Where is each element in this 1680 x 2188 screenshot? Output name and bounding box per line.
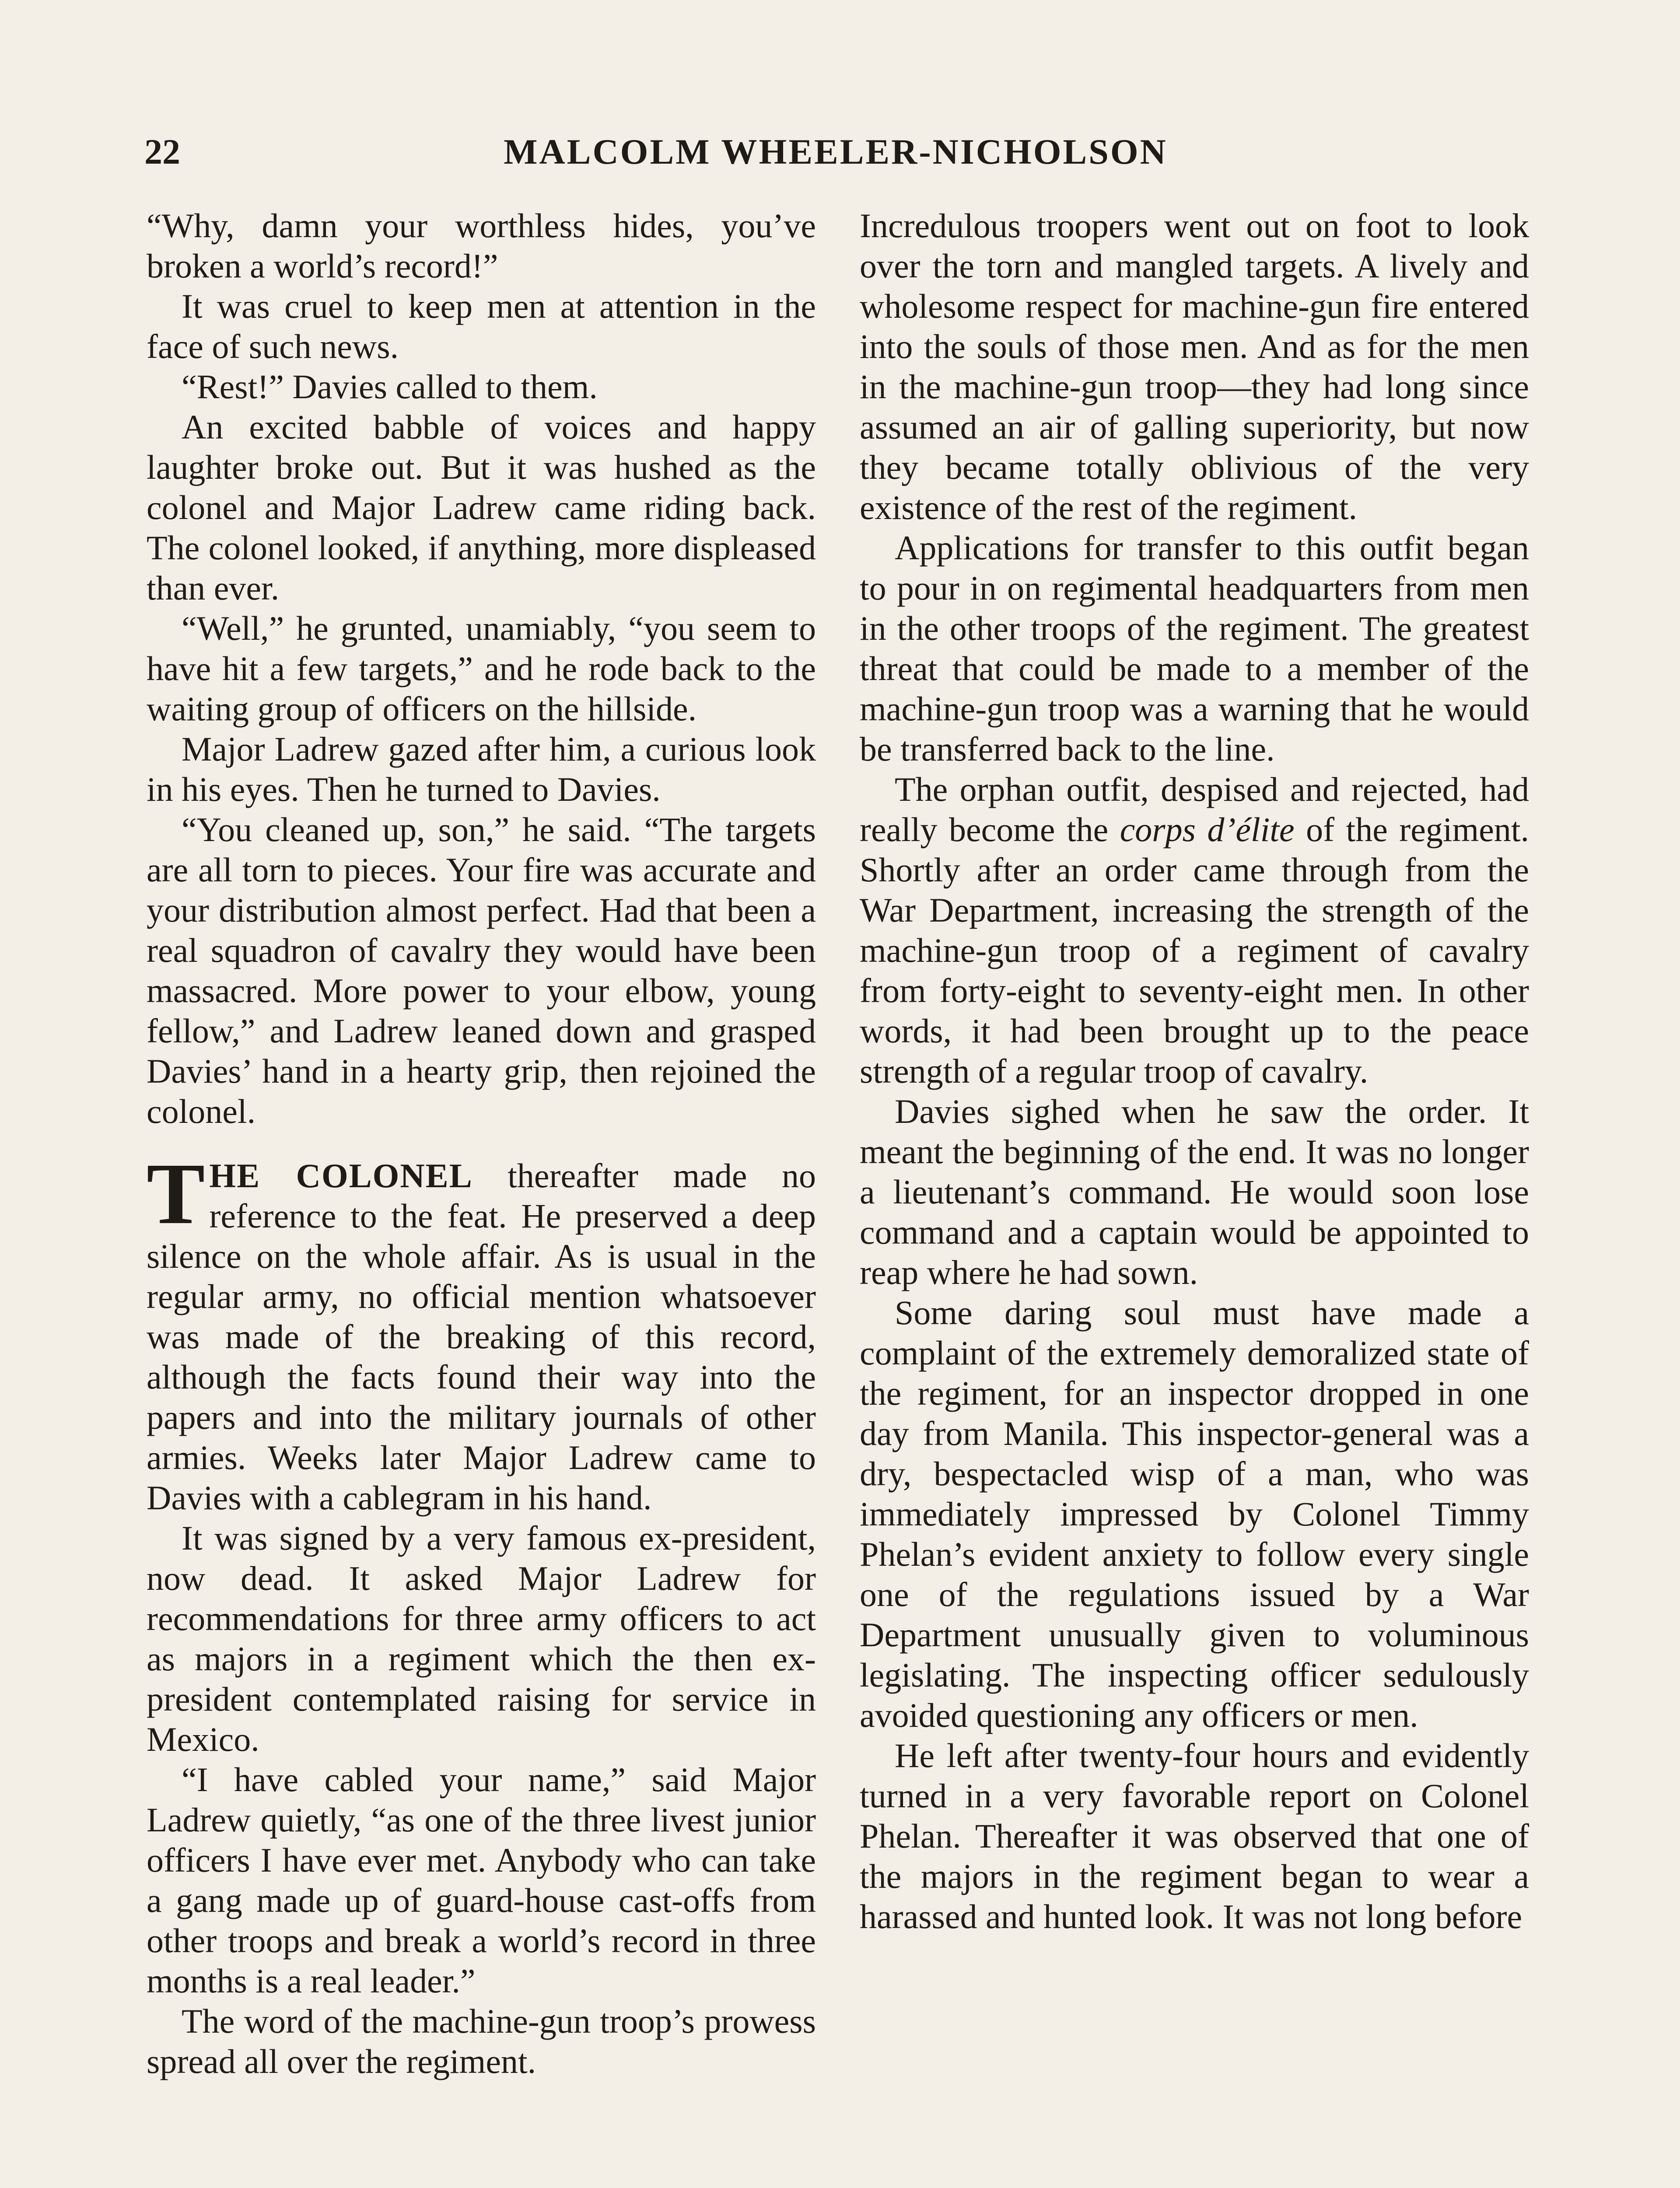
paragraph: He left after twenty-four hours and evidently turned in a very favorable report on Colonel Phelan. Thereafter it was observed that one of the majors in the regiment began to wear a harassed and hunted look. It was not long before [860, 1736, 1529, 1936]
section-lead-in: HE COLONEL [209, 1157, 473, 1195]
paragraph-text: thereafter made no reference to the feat. He preserved a deep silence on the whole affair. As is usual in the regular army, no official mention whatsoever was made of the breaking of this record, although the facts found their way into the papers and into the military journals of other armies. Weeks later Major Ladrew came to Davies with a cablegram in his hand. [147, 1157, 816, 1517]
paragraph: Applications for transfer to this outfit began to pour in on regimental headquarters from men in the other troops of the regiment. The greatest threat that could be made to a member of the machine-gun troop was a warning that he would be transferred back to the line. [860, 529, 1529, 768]
italic-phrase: corps d’élite [1120, 810, 1295, 849]
section-opening-paragraph [147, 1146, 816, 1518]
page-number: 22 [144, 132, 180, 172]
drop-cap: T [147, 1146, 205, 1242]
right-column [860, 206, 1529, 1937]
paragraph: “Why, damn your worthless hides, you’ve broken a world’s record!” [147, 207, 816, 285]
paragraph: It was cruel to keep men at attention in the face of such news. [147, 287, 816, 365]
paragraph: Davies sighed when he saw the order. It meant the beginning of the end. It was no longer a lieutenant’s command. He would soon lose command and a captain would be appointed to reap where he had sown. [860, 1092, 1529, 1291]
paragraph [860, 769, 1529, 1091]
left-column [147, 206, 816, 2082]
paragraph: Major Ladrew gazed after him, a curious look in his eyes. Then he turned to Davies. [147, 730, 816, 808]
paragraph: “You cleaned up, son,” he said. “The targets are all torn to pieces. Your fire was accurate and your distribution almost perfect. Had that been a real squadron of cavalry they would have been massacred. More power to your elbow, young fellow,” and Ladrew leaned down and grasped Davies’ hand in a hearty grip, then rejoined the colonel. [147, 810, 816, 1130]
paragraph: “Well,” he grunted, unamiably, “you seem to have hit a few targets,” and he rode back to the waiting group of officers on the hillside. [147, 609, 816, 728]
paragraph: “Rest!” Davies called to them. [182, 368, 598, 406]
paragraph: It was signed by a very famous ex-president, now dead. It asked Major Ladrew for recommendations for three army officers to act as majors in a regiment which the then ex-president contemplated raising for service in Mexico. [147, 1519, 816, 1758]
paragraph: An excited babble of voices and happy laughter broke out. But it was hushed as the colonel and Major Ladrew came riding back. The colonel looked, if anything, more displeased than ever. [147, 408, 816, 607]
paragraph: The word of the machine-gun troop’s prowess spread all over the regiment. [147, 2002, 816, 2080]
paragraph: “I have cabled your name,” said Major Ladrew quietly, “as one of the three livest junior officers I have ever met. Anybody who can take a gang made up of guard-house cast-offs from other troops and break a world’s record in three months is a real leader.” [147, 1760, 816, 2000]
page-header [131, 131, 1540, 184]
paragraph: Incredulous troopers went out on foot to look over the torn and mangled targets. A lively and wholesome respect for machine-gun fire entered into the souls of those men. And as for the men in the machine-gun troop—they had long since assumed an air of galling superiority, but now they became totally oblivious of the very existence of the rest of the regiment. [860, 207, 1529, 526]
running-head: MALCOLM WHEELER-NICHOLSON [504, 132, 1168, 172]
paragraph-text: The orphan outfit, despised and rejected, had really become the [860, 770, 1529, 849]
paragraph-text: of the regiment. Shortly after an order came through from the War Department, increasing the strength of the machine-gun troop of a regiment of cavalry from forty-eight to seventy-eight men. In other words, it had been brought up to the peace strength of a regular troop of cavalry. [860, 810, 1529, 1090]
paragraph: Some daring soul must have made a complaint of the extremely demoralized state of the regiment, for an inspector dropped in one day from Manila. This inspector-general was a dry, bespectacled wisp of a man, who was immediately impressed by Colonel Timmy Phelan’s evident anxiety to follow every single one of the regulations issued by a War Department unusually given to voluminous legislating. The inspecting officer sedulously avoided questioning any officers or men. [860, 1294, 1529, 1734]
